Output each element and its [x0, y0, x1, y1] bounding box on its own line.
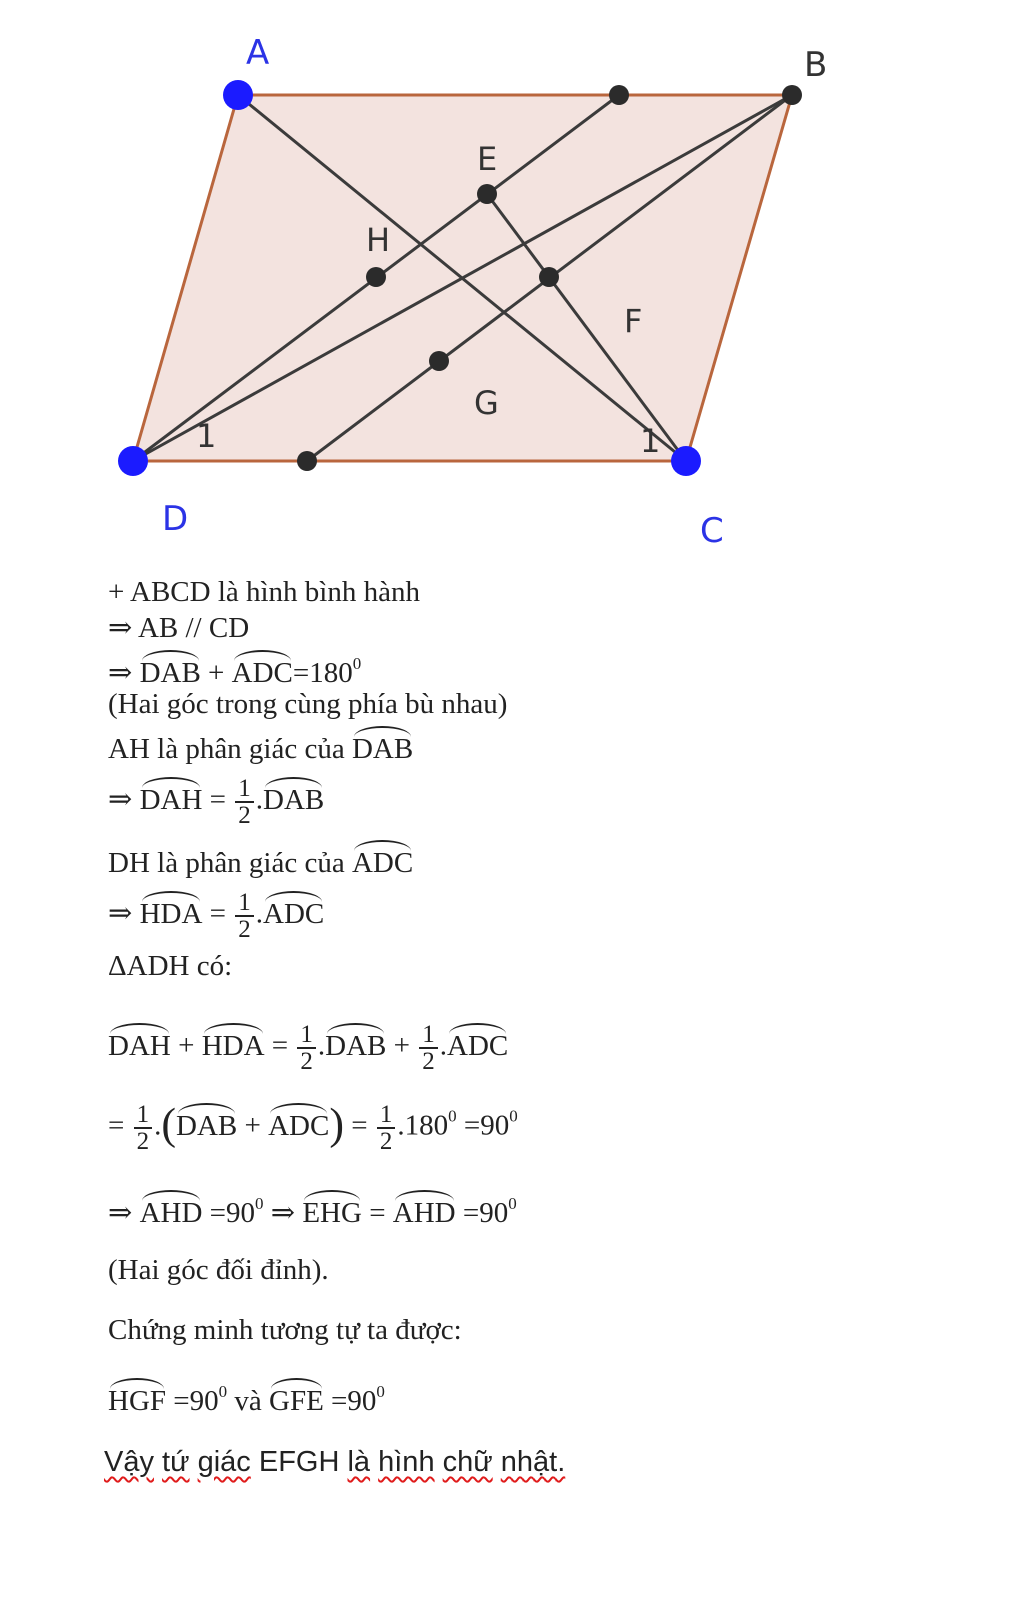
angle-hda: HDA	[140, 893, 203, 932]
plus-sign: +	[244, 1109, 261, 1142]
dot-operator: .	[255, 783, 264, 816]
dot-operator: .	[255, 897, 264, 930]
proof-line-15	[108, 1380, 385, 1419]
label-b: B	[804, 45, 828, 85]
plus-sign: +	[393, 1029, 410, 1062]
degree-mark: 0	[448, 1106, 457, 1126]
proof-line-14: Chứng minh tương tự ta được:	[108, 1314, 462, 1346]
angle-mark-d: 1	[196, 417, 217, 455]
implies-symbol: ⇒	[108, 657, 133, 689]
angle-dab: DAB	[176, 1105, 237, 1144]
degree-mark: 0	[218, 1382, 228, 1401]
equals-sign: =	[369, 1197, 386, 1229]
proof-line-11	[108, 1099, 518, 1155]
plus-sign: +	[178, 1029, 195, 1062]
vertex-b-dot	[782, 85, 802, 105]
dot-operator: .	[317, 1029, 326, 1062]
angle-adc: ADC	[268, 1105, 329, 1144]
word-nhat: nhật.	[500, 1446, 566, 1478]
equals-sign: =	[108, 1109, 125, 1142]
label-e: E	[477, 140, 498, 178]
implies-symbol: ⇒	[108, 1197, 133, 1229]
left-paren: (	[161, 1099, 177, 1149]
dot-operator: .	[154, 1109, 162, 1142]
equals-90: =90	[173, 1385, 219, 1417]
word-chu: chữ	[442, 1446, 493, 1478]
angle-ahd: AHD	[140, 1192, 203, 1231]
equals-90: =90	[209, 1197, 256, 1229]
implies-symbol: ⇒	[108, 897, 133, 930]
bisector-statement: AH là phân giác của	[108, 733, 345, 765]
vertex-d-dot	[118, 446, 148, 476]
word-la: là	[347, 1446, 371, 1478]
angle-adc: ADC	[352, 842, 413, 881]
angle-dah: DAH	[140, 779, 203, 818]
label-a: A	[246, 33, 270, 73]
degree-mark: 0	[352, 654, 362, 673]
label-g: G	[474, 384, 499, 422]
equals-sign: =	[209, 783, 227, 816]
and-word: và	[234, 1385, 262, 1417]
proof-line-8	[108, 890, 324, 942]
implies-symbol: ⇒	[108, 783, 133, 816]
fraction-half: $\frac{1}{2}$	[419, 1022, 438, 1074]
angle-adc: ADC	[232, 652, 293, 691]
vertex-a-dot	[223, 80, 253, 110]
angle-dab: DAB	[325, 1025, 386, 1064]
degree-mark: 0	[508, 1194, 517, 1213]
dot-operator: .	[439, 1029, 447, 1062]
angle-dab: DAB	[352, 728, 413, 767]
equals-180: =180	[292, 657, 353, 689]
word-hinh: hình	[378, 1446, 435, 1478]
word-vay: Vậy	[104, 1446, 154, 1478]
point-on-dc	[297, 451, 317, 471]
right-paren: )	[329, 1099, 344, 1149]
equals-90: =90	[463, 1109, 510, 1142]
degree-mark: 0	[255, 1194, 264, 1213]
proof-line-5	[108, 728, 413, 767]
degree-mark: 0	[509, 1106, 518, 1126]
proof-line-10	[108, 1022, 508, 1074]
word-giac: giác	[197, 1446, 251, 1478]
point-h-dot	[366, 267, 386, 287]
angle-ehg: EHG	[302, 1192, 362, 1231]
vertex-c-dot	[671, 446, 701, 476]
value-180: .180	[397, 1109, 449, 1142]
angle-dab: DAB	[263, 779, 324, 818]
fraction-half: $\frac{1}{2}$	[235, 890, 254, 942]
proof-line-6	[108, 776, 324, 828]
angle-hgf: HGF	[108, 1380, 166, 1419]
label-d: D	[162, 499, 189, 539]
word-tu: tứ	[162, 1446, 190, 1478]
proof-line-4: (Hai góc trong cùng phía bù nhau)	[108, 688, 508, 720]
fraction-half: $\frac{1}{2}$	[235, 776, 254, 828]
degree-mark: 0	[376, 1382, 385, 1401]
angle-dab: DAB	[140, 652, 201, 691]
proof-line-1: + ABCD là hình bình hành	[108, 576, 420, 608]
point-e-dot	[477, 184, 497, 204]
angle-hda: HDA	[202, 1025, 265, 1064]
implies-symbol: ⇒	[270, 1197, 296, 1229]
label-h: H	[366, 221, 391, 259]
proof-line-9: ΔADH có:	[108, 950, 233, 982]
proof-line-2: ⇒ AB // CD	[108, 612, 250, 644]
fraction-half: $\frac{1}{2}$	[134, 1102, 153, 1154]
angle-mark-c: 1	[640, 422, 661, 460]
proof-line-12	[108, 1192, 517, 1231]
parallelogram-figure	[0, 0, 1024, 560]
equals-sign: =	[351, 1109, 368, 1142]
angle-ahd: AHD	[393, 1192, 456, 1231]
proof-line-13: (Hai góc đối đỉnh).	[108, 1254, 329, 1286]
point-f-dot	[539, 267, 559, 287]
angle-adc: ADC	[447, 1025, 508, 1064]
angle-adc: ADC	[263, 893, 324, 932]
plus-sign: +	[208, 657, 225, 689]
point-on-ab	[609, 85, 629, 105]
proof-line-7	[108, 842, 413, 881]
point-g-dot	[429, 351, 449, 371]
equals-90: =90	[331, 1385, 377, 1417]
angle-dah: DAH	[108, 1025, 171, 1064]
equals-90: =90	[462, 1197, 509, 1229]
fraction-half: $\frac{1}{2}$	[297, 1022, 316, 1074]
equals-sign: =	[271, 1029, 289, 1062]
bisector-statement: DH là phân giác của	[108, 847, 345, 879]
angle-gfe: GFE	[269, 1380, 324, 1419]
word-efgh: EFGH	[258, 1446, 340, 1478]
label-f: F	[624, 302, 643, 340]
equals-sign: =	[209, 897, 227, 930]
label-c: C	[700, 511, 724, 551]
fraction-half: $\frac{1}{2}$	[377, 1102, 396, 1154]
conclusion-sentence	[104, 1446, 565, 1479]
